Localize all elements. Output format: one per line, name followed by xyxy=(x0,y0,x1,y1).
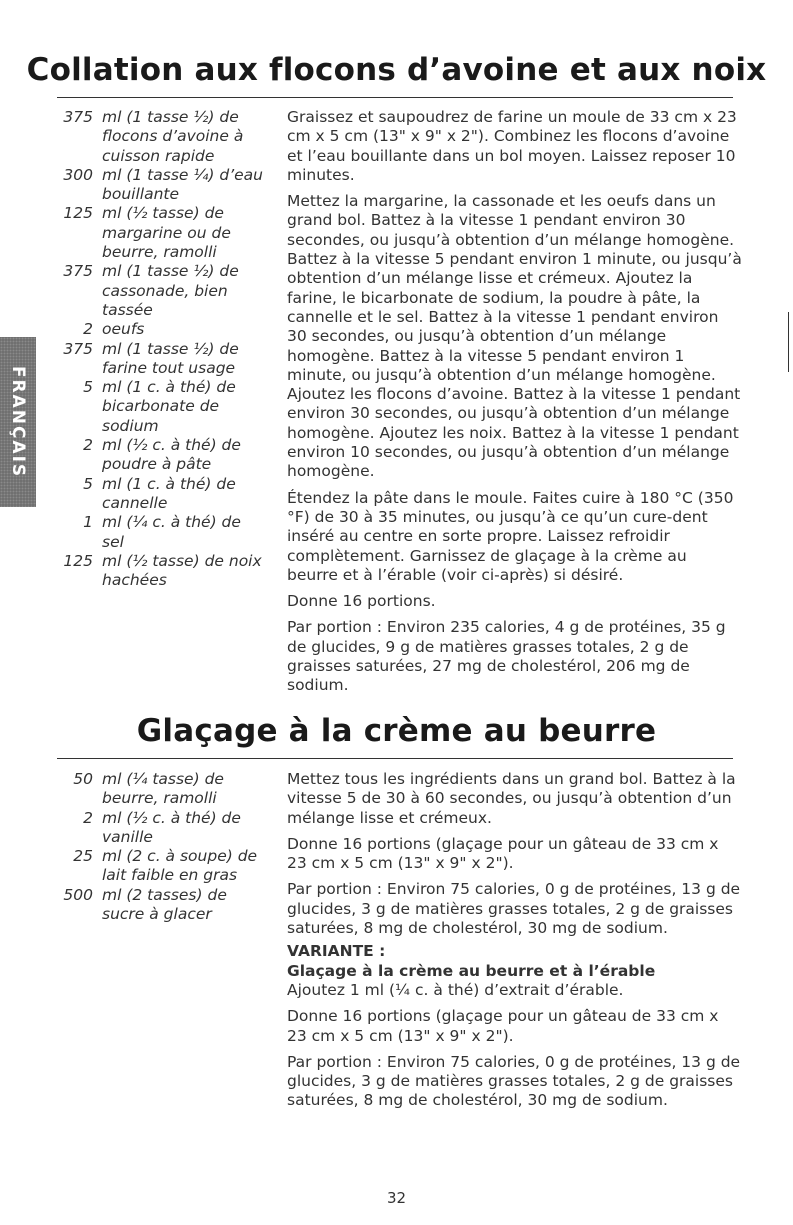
ingredient-item: 375 ml (1 tasse ½) de farine tout usage xyxy=(63,339,239,377)
language-label: FRANÇAIS xyxy=(8,365,28,479)
variant-title: Glaçage à la crème au beurre et à l’érable xyxy=(287,961,656,980)
variant-label: VARIANTE : xyxy=(287,942,386,961)
ingredient-item: 1 ml (¼ c. à thé) de sel xyxy=(83,513,241,551)
variant-nutrition: Par portion : Environ 75 calories, 0 g de protéines, 13 g de glucides, 3 g de matières grasses totales, 2 g de graisses saturées, 8 mg de cholestérol, 30 mg de sodium. xyxy=(287,1052,741,1110)
ingredient-item: 375 ml (1 tasse ½) de flocons d’avoine à cuisson rapide xyxy=(63,108,244,165)
nutrition-text: Par portion : Environ 235 calories, 4 g de protéines, 35 g de glucides, 9 g de matières grasses totales, 2 g de graisses saturées, 27 mg de cholestérol, 206 mg de sodium. xyxy=(287,618,726,695)
nutrition-text: Par portion : Environ 75 calories, 0 g de protéines, 13 g de glucides, 3 g de matières grasses totales, 2 g de graisses saturées, 8 mg de cholestérol, 30 mg de sodium. xyxy=(287,880,741,938)
instruction-paragraph: Étendez la pâte dans le moule. Faites cuire à 180 °C (350 °F) de 30 à 35 minutes, ou jusqu’à ce qu’un cure-dent inséré au centre en sorte propre. Laissez refroidir complètement. Garnissez de glaçage à la crème au beurre et à l’érable (voir ci-après) si désiré. xyxy=(287,488,734,584)
ingredient-item: 2 ml (½ c. à thé) de poudre à pâte xyxy=(83,436,241,474)
instruction-paragraph: Graissez et saupoudrez de farine un moule de 33 cm x 23 cm x 5 cm (13" x 9" x 2"). Combinez les flocons d’avoine et l’eau bouillante dans un bol moyen. Laissez reposer 10 minutes. xyxy=(287,108,737,184)
variant-instruction: Ajoutez 1 ml (¼ c. à thé) d’extrait d’érable. xyxy=(287,980,624,999)
title-rule xyxy=(57,97,733,98)
ingredient-item: 300 ml (1 tasse ¼) d’eau bouillante xyxy=(63,165,263,204)
yield-text: Donne 16 portions. xyxy=(287,592,436,611)
ingredient-item: 5 ml (1 c. à thé) de cannelle xyxy=(83,474,236,512)
language-side-tab xyxy=(0,337,36,507)
ingredient-list xyxy=(57,108,267,590)
ingredient-item: 375 ml (1 tasse ½) de cassonade, bien tassée xyxy=(63,262,239,319)
ingredient-item: 125 ml (½ tasse) de margarine ou de beurre, ramolli xyxy=(63,204,231,262)
ingredient-item: 125 ml (½ tasse) de noix hachées xyxy=(63,551,262,590)
instructions xyxy=(287,770,742,1118)
variant-yield: Donne 16 portions (glaçage pour un gâteau de 33 cm x 23 cm x 5 cm (13" x 9" x 2"). xyxy=(287,1007,719,1045)
ingredient-item: 25 ml (2 c. à soupe) de lait faible en gras xyxy=(73,847,258,885)
ingredient-list xyxy=(57,770,267,924)
recipe-title-collation: Collation aux flocons d’avoine et aux noix xyxy=(26,52,767,88)
ingredient-item: 2 ml (½ c. à thé) de vanille xyxy=(83,808,241,846)
recipe-title-glacage: Glaçage à la crème au beurre xyxy=(136,713,657,749)
ingredient-item: 500 ml (2 tasses) de sucre à glacer xyxy=(63,885,227,924)
title-rule xyxy=(57,758,733,759)
yield-text: Donne 16 portions (glaçage pour un gâteau de 33 cm x 23 cm x 5 cm (13" x 9" x 2"). xyxy=(287,834,719,873)
margin-edge-line xyxy=(788,312,789,372)
instructions xyxy=(287,108,742,703)
ingredient-item: 5 ml (1 c. à thé) de bicarbonate de sodium xyxy=(83,378,236,435)
ingredient-item: 50 ml (¼ tasse) de beurre, ramolli xyxy=(73,770,224,808)
instruction-paragraph: Mettez tous les ingrédients dans un grand bol. Battez à la vitesse 5 de 30 à 60 secondes, ou jusqu’à obtention d’un mélange lisse et crémeux. xyxy=(287,770,736,827)
instruction-paragraph: Mettez la margarine, la cassonade et les oeufs dans un grand bol. Battez à la vitesse 1 pendant environ 30 secondes, ou jusqu’à obtention d’un mélange homogène. Battez à la vitesse 5 pendant environ 1 minute, ou jusqu’à obtention d’un mélange lisse et crémeux. Ajoutez la farine, le bicarbonate de sodium, la poudre à pâte, la cannelle et le sel. Battez à la vitesse 1 pendant environ 30 secondes, ou jusqu’à obtention d’un mélange homogène. Battez à la vitesse 5 pendant environ 1 minute, ou jusqu’à obtention d’un mélange homogène. Ajoutez les flocons d’avoine. Battez à la vitesse 1 pendant environ 30 secondes, ou jusqu’à obtention d’un mélange homogène. Ajoutez les noix. Battez à la vitesse 1 pendant environ 10 secondes, ou jusqu’à obtention d’un mélange homogène. xyxy=(287,192,742,481)
ingredient-item: 2 oeufs xyxy=(83,320,145,339)
page-number: 32 xyxy=(386,1189,407,1207)
